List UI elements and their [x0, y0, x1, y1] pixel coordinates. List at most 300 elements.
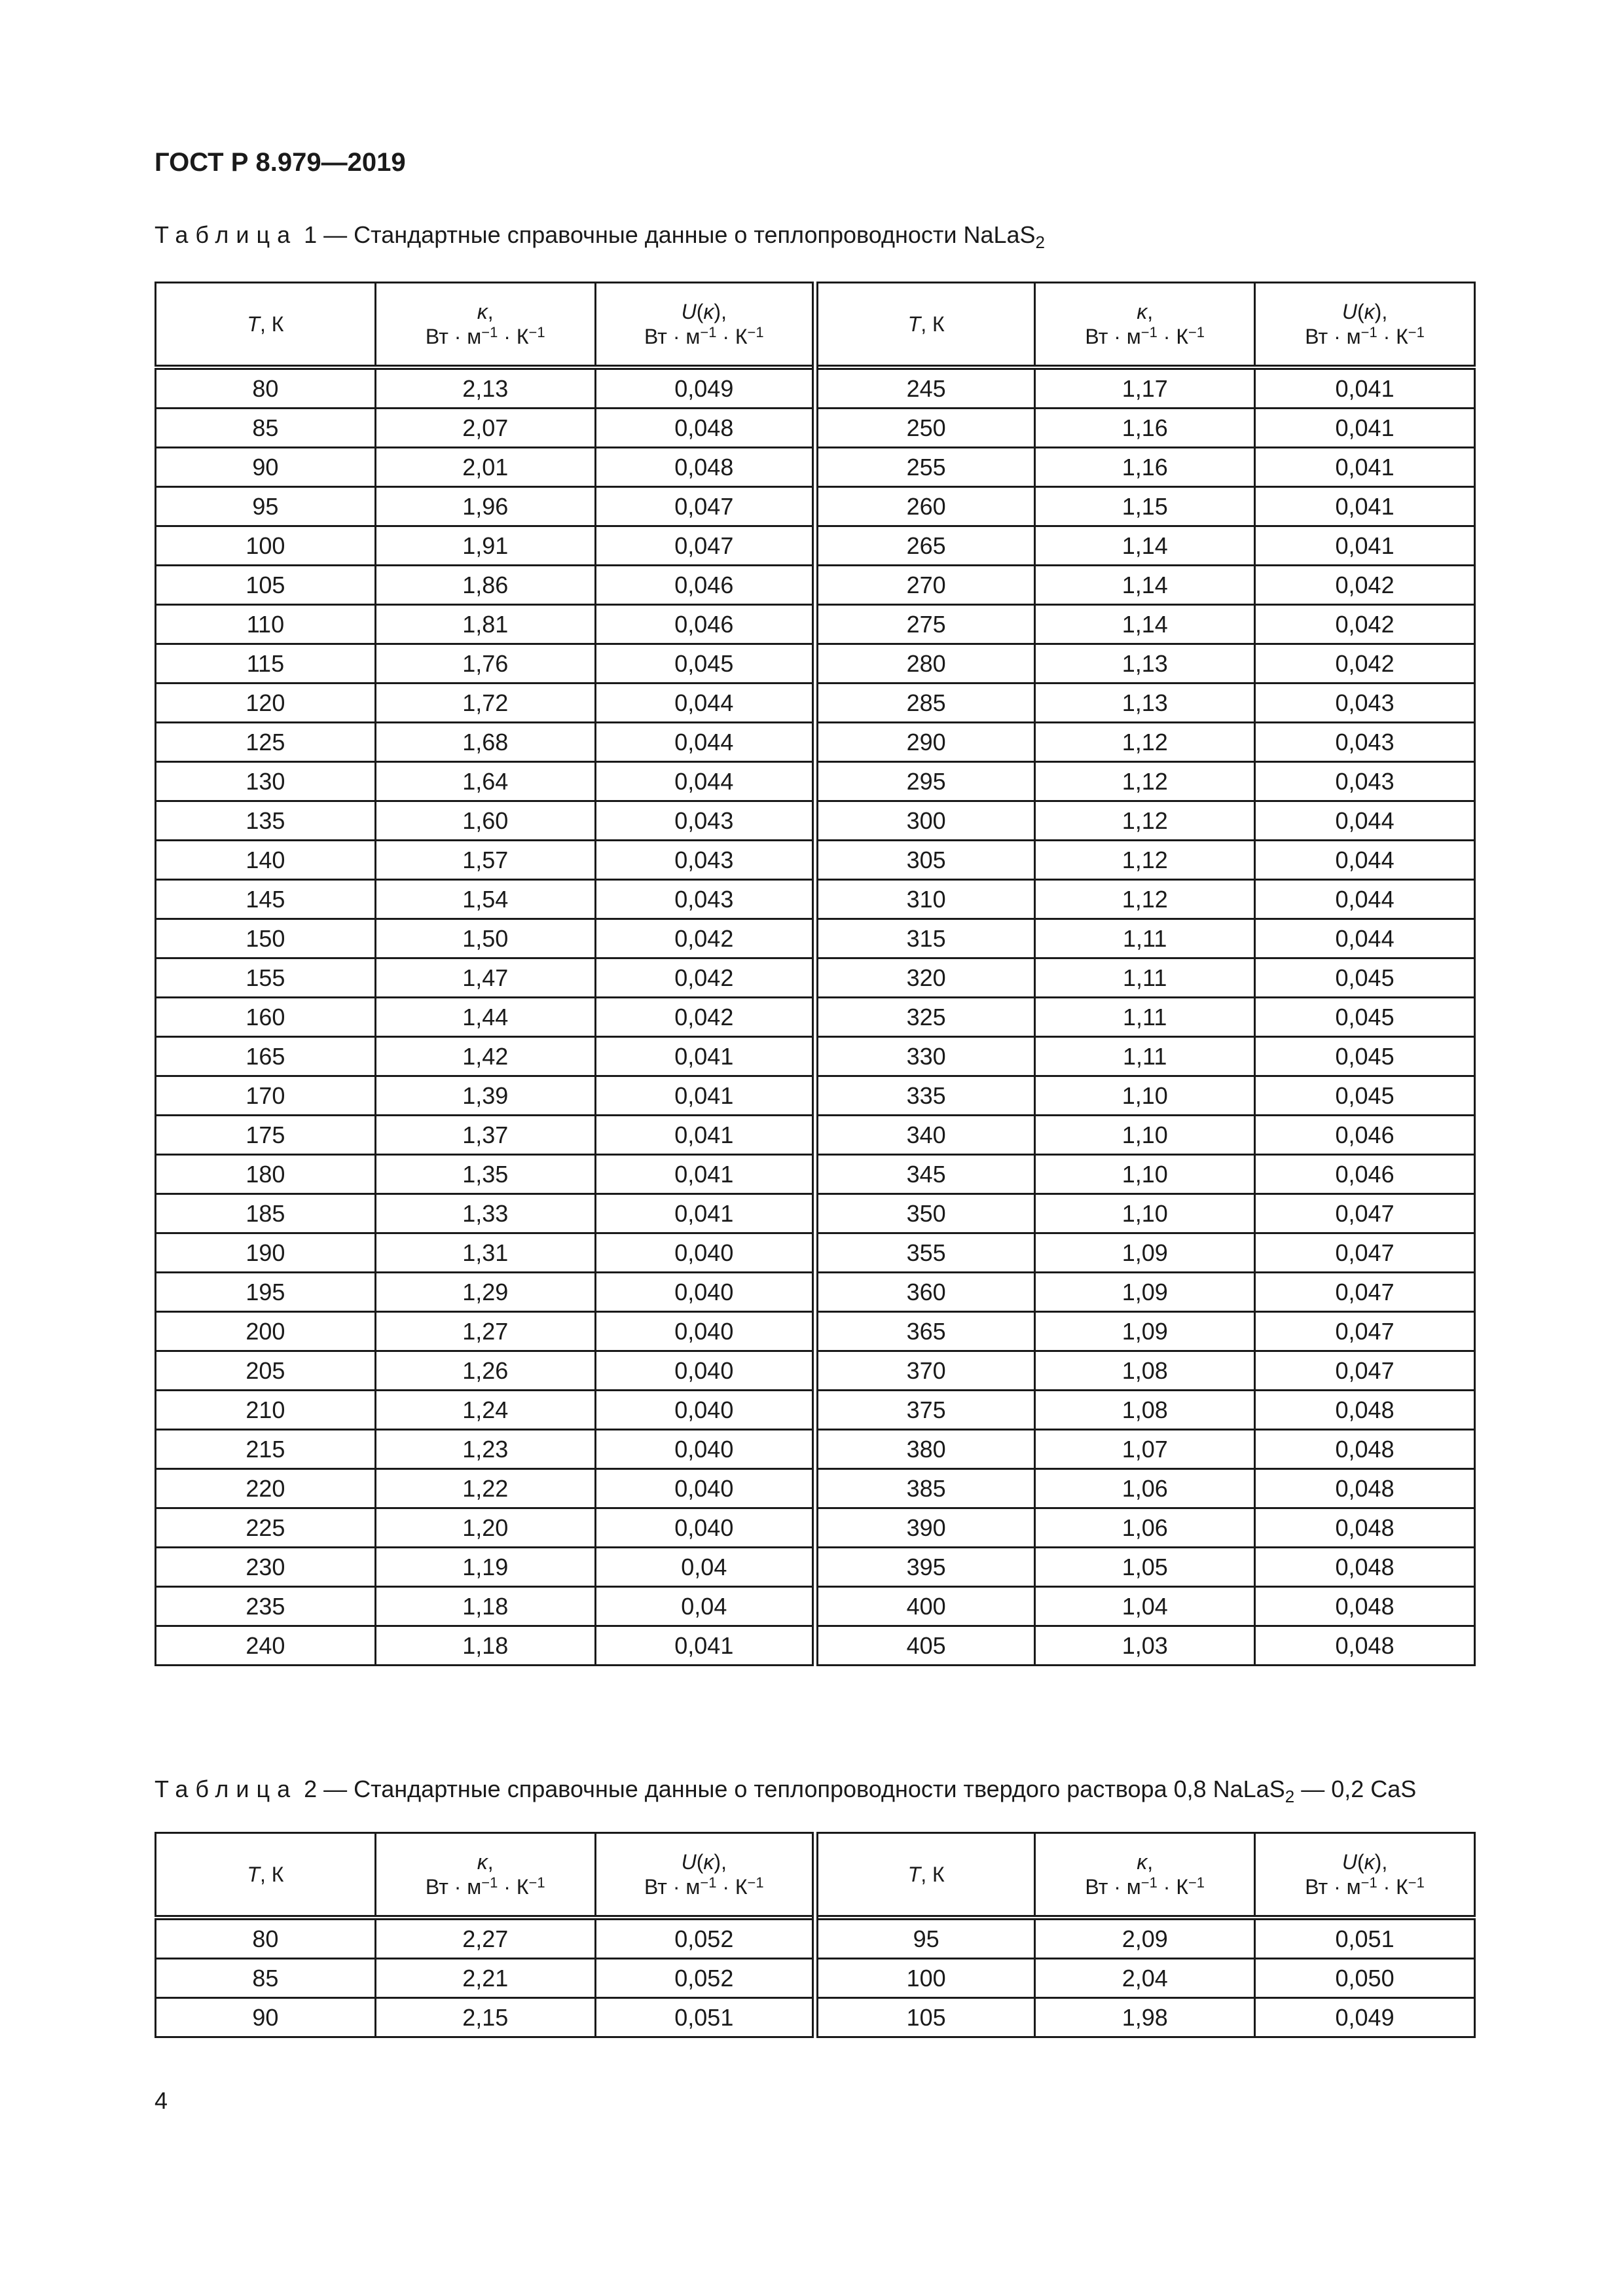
table-cell: 0,043	[595, 880, 815, 919]
table-cell: 0,043	[595, 801, 815, 841]
paren-open: (	[696, 1850, 704, 1874]
table-cell: 0,048	[595, 409, 815, 448]
table-cell: 1,42	[375, 1037, 595, 1076]
table-row	[156, 644, 1475, 683]
table-cell: 0,045	[595, 644, 815, 683]
table-cell: 0,040	[595, 1469, 815, 1508]
unit-exponent: −1	[1408, 1874, 1425, 1891]
table2-caption-text: 2 — Стандартные справочные данные о теплопроводности твердого раствора 0,8 NaLaS	[297, 1776, 1285, 1802]
unit-exponent: −1	[1188, 1874, 1205, 1891]
table-cell: 0,040	[595, 1508, 815, 1548]
table-cell: 1,06	[1035, 1469, 1255, 1508]
table-row	[156, 1626, 1475, 1666]
uncertainty-symbol: U	[681, 1850, 697, 1874]
table-cell: 1,10	[1035, 1076, 1255, 1116]
table-cell: 255	[815, 448, 1035, 487]
table-cell: 300	[815, 801, 1035, 841]
kappa-symbol: κ	[477, 300, 488, 323]
table-cell: 0,041	[595, 1076, 815, 1116]
table-cell: 1,14	[1035, 605, 1255, 644]
table-row	[156, 526, 1475, 566]
table-row	[156, 566, 1475, 605]
table-cell: 0,040	[595, 1273, 815, 1312]
table-cell: 0,048	[595, 448, 815, 487]
table-cell: 0,052	[595, 1959, 815, 1998]
table-cell: 1,57	[375, 841, 595, 880]
unit-exponent: −1	[1360, 324, 1377, 340]
table-cell: 325	[815, 998, 1035, 1037]
unit-text: · К	[716, 325, 748, 348]
table-cell: 400	[815, 1587, 1035, 1626]
table-cell: 2,13	[375, 367, 595, 409]
kappa-symbol: κ	[703, 300, 714, 323]
unit-exponent: −1	[700, 324, 717, 340]
table-cell: 2,01	[375, 448, 595, 487]
paren-close: ),	[1374, 300, 1388, 323]
table-cell: 1,27	[375, 1312, 595, 1351]
unit-exponent: −1	[747, 1874, 764, 1891]
table-cell: 115	[156, 644, 376, 683]
table-cell: 0,042	[595, 919, 815, 958]
paren-close: ),	[1374, 1850, 1388, 1874]
unit-exponent: −1	[747, 324, 764, 340]
table-cell: 1,76	[375, 644, 595, 683]
table-cell: 0,041	[595, 1116, 815, 1155]
table-row	[156, 1155, 1475, 1194]
table-cell: 285	[815, 683, 1035, 723]
table-cell: 1,17	[1035, 367, 1255, 409]
table-cell: 305	[815, 841, 1035, 880]
table-cell: 1,31	[375, 1233, 595, 1273]
table-cell: 0,042	[595, 958, 815, 998]
temperature-unit: , К	[259, 312, 284, 336]
table-cell: 260	[815, 487, 1035, 526]
unit-text: Вт · м	[1305, 1875, 1361, 1899]
table-cell: 0,041	[595, 1194, 815, 1233]
table-cell: 390	[815, 1508, 1035, 1548]
col-header-temperature	[156, 1833, 376, 1918]
header-row	[156, 1833, 1475, 1918]
table-cell: 1,23	[375, 1430, 595, 1469]
table-cell: 0,041	[595, 1037, 815, 1076]
table-cell: 0,041	[1255, 526, 1475, 566]
table-cell: 80	[156, 367, 376, 409]
table-cell: 1,91	[375, 526, 595, 566]
unit-text: Вт · м	[1305, 325, 1361, 348]
unit-text: · К	[1377, 325, 1408, 348]
table-cell: 0,048	[1255, 1548, 1475, 1587]
col-header-uncertainty	[1255, 1833, 1475, 1918]
table-cell: 1,03	[1035, 1626, 1255, 1666]
table2	[155, 1832, 1476, 2038]
temperature-symbol: T	[247, 312, 260, 336]
paren-close: ),	[714, 1850, 727, 1874]
table-cell: 0,049	[1255, 1998, 1475, 2037]
table-cell: 310	[815, 880, 1035, 919]
paren-close: ),	[714, 300, 727, 323]
table-cell: 1,18	[375, 1587, 595, 1626]
table-cell: 195	[156, 1273, 376, 1312]
table-cell: 0,040	[595, 1391, 815, 1430]
table-cell: 0,043	[595, 841, 815, 880]
table-cell: 250	[815, 409, 1035, 448]
table-row	[156, 919, 1475, 958]
table-cell: 0,045	[1255, 958, 1475, 998]
table-cell: 0,042	[1255, 605, 1475, 644]
col-header-conductivity	[1035, 1833, 1255, 1918]
table-cell: 0,040	[595, 1312, 815, 1351]
table-cell: 210	[156, 1391, 376, 1430]
unit-text: Вт · м	[425, 325, 482, 348]
kappa-comma: ,	[1147, 300, 1154, 323]
table-cell: 1,26	[375, 1351, 595, 1391]
table-row	[156, 998, 1475, 1037]
table-cell: 1,35	[375, 1155, 595, 1194]
table-cell: 0,048	[1255, 1587, 1475, 1626]
table-row	[156, 762, 1475, 801]
table-cell: 0,044	[595, 683, 815, 723]
table-cell: 270	[815, 566, 1035, 605]
table-cell: 1,11	[1035, 958, 1255, 998]
table-cell: 275	[815, 605, 1035, 644]
table-cell: 0,041	[595, 1155, 815, 1194]
table-cell: 0,046	[1255, 1155, 1475, 1194]
document-code: ГОСТ Р 8.979—2019	[155, 148, 406, 177]
table-cell: 0,042	[595, 998, 815, 1037]
kappa-symbol: κ	[477, 1850, 488, 1874]
table-cell: 0,047	[1255, 1194, 1475, 1233]
unit-text: Вт · м	[644, 325, 701, 348]
unit-exponent: −1	[481, 324, 498, 340]
col-header-uncertainty	[1255, 283, 1475, 368]
table-cell: 0,042	[1255, 644, 1475, 683]
table-cell: 2,27	[375, 1918, 595, 1959]
table-cell: 1,22	[375, 1469, 595, 1508]
table-row	[156, 605, 1475, 644]
table-cell: 0,048	[1255, 1508, 1475, 1548]
table-cell: 85	[156, 1959, 376, 1998]
table-cell: 1,72	[375, 683, 595, 723]
table-cell: 100	[815, 1959, 1035, 1998]
table-cell: 1,12	[1035, 723, 1255, 762]
table-cell: 1,47	[375, 958, 595, 998]
table-cell: 0,044	[1255, 801, 1475, 841]
table-row	[156, 1959, 1475, 1998]
table-cell: 0,050	[1255, 1959, 1475, 1998]
table-cell: 0,048	[1255, 1430, 1475, 1469]
table-cell: 0,047	[1255, 1312, 1475, 1351]
temperature-symbol: T	[907, 1863, 921, 1886]
unit-text: Вт · м	[1085, 1875, 1141, 1899]
table-cell: 1,10	[1035, 1116, 1255, 1155]
table-cell: 365	[815, 1312, 1035, 1351]
table-cell: 345	[815, 1155, 1035, 1194]
table-cell: 1,14	[1035, 566, 1255, 605]
table-row	[156, 367, 1475, 409]
table-cell: 1,08	[1035, 1351, 1255, 1391]
table-row	[156, 1430, 1475, 1469]
table-cell: 0,045	[1255, 998, 1475, 1037]
table-cell: 130	[156, 762, 376, 801]
table-row	[156, 1233, 1475, 1273]
table-cell: 230	[156, 1548, 376, 1587]
table-cell: 375	[815, 1391, 1035, 1430]
table-cell: 290	[815, 723, 1035, 762]
table-cell: 0,047	[1255, 1351, 1475, 1391]
unit-text: Вт · м	[425, 1875, 482, 1899]
unit-exponent: −1	[1188, 324, 1205, 340]
table-cell: 145	[156, 880, 376, 919]
table-cell: 340	[815, 1116, 1035, 1155]
table-cell: 1,07	[1035, 1430, 1255, 1469]
table-cell: 1,13	[1035, 683, 1255, 723]
table-cell: 335	[815, 1076, 1035, 1116]
unit-text: · К	[498, 1875, 529, 1899]
paren-open: (	[1357, 1850, 1364, 1874]
table-cell: 0,044	[595, 723, 815, 762]
kappa-symbol: κ	[1137, 300, 1148, 323]
uncertainty-symbol: U	[681, 300, 697, 323]
table-cell: 0,051	[595, 1998, 815, 2037]
table-cell: 1,16	[1035, 448, 1255, 487]
kappa-comma: ,	[1147, 1850, 1154, 1874]
table-row	[156, 880, 1475, 919]
table-cell: 235	[156, 1587, 376, 1626]
table-cell: 0,047	[595, 526, 815, 566]
table-row	[156, 409, 1475, 448]
table-cell: 170	[156, 1076, 376, 1116]
table1-caption	[155, 221, 1045, 252]
table-cell: 225	[156, 1508, 376, 1548]
col-header-conductivity	[375, 1833, 595, 1918]
table-cell: 2,21	[375, 1959, 595, 1998]
table-cell: 1,44	[375, 998, 595, 1037]
table-cell: 0,041	[1255, 409, 1475, 448]
table-cell: 1,18	[375, 1626, 595, 1666]
col-header-conductivity	[375, 283, 595, 368]
kappa-comma: ,	[487, 1850, 494, 1874]
table-cell: 190	[156, 1233, 376, 1273]
table-cell: 95	[156, 487, 376, 526]
table-cell: 295	[815, 762, 1035, 801]
table-cell: 0,044	[595, 762, 815, 801]
table-cell: 320	[815, 958, 1035, 998]
col-header-temperature	[156, 283, 376, 368]
table-cell: 0,041	[1255, 367, 1475, 409]
table-row	[156, 723, 1475, 762]
table-row	[156, 1998, 1475, 2037]
kappa-symbol: κ	[703, 1850, 714, 1874]
table-cell: 1,60	[375, 801, 595, 841]
col-header-conductivity	[1035, 283, 1255, 368]
table-cell: 135	[156, 801, 376, 841]
table-row	[156, 1076, 1475, 1116]
table2-caption-tail: — 0,2 CaS	[1294, 1776, 1417, 1802]
table-cell: 1,37	[375, 1116, 595, 1155]
table-cell: 1,10	[1035, 1155, 1255, 1194]
table-cell: 1,50	[375, 919, 595, 958]
table-row	[156, 801, 1475, 841]
table-cell: 1,05	[1035, 1548, 1255, 1587]
table-cell: 0,048	[1255, 1626, 1475, 1666]
table-row	[156, 487, 1475, 526]
unit-text: · К	[1157, 1875, 1188, 1899]
table-row	[156, 1351, 1475, 1391]
table-cell: 1,09	[1035, 1233, 1255, 1273]
table-cell: 1,04	[1035, 1587, 1255, 1626]
table-cell: 0,045	[1255, 1037, 1475, 1076]
table-cell: 1,54	[375, 880, 595, 919]
table-cell: 1,08	[1035, 1391, 1255, 1430]
table-cell: 0,043	[1255, 723, 1475, 762]
table-cell: 80	[156, 1918, 376, 1959]
kappa-symbol: κ	[1364, 300, 1375, 323]
table-cell: 0,041	[1255, 487, 1475, 526]
table-cell: 1,12	[1035, 841, 1255, 880]
table-cell: 1,10	[1035, 1194, 1255, 1233]
table-cell: 360	[815, 1273, 1035, 1312]
table-cell: 0,049	[595, 367, 815, 409]
table-cell: 1,06	[1035, 1508, 1255, 1548]
table-cell: 380	[815, 1430, 1035, 1469]
table-row	[156, 1312, 1475, 1351]
table-row	[156, 1508, 1475, 1548]
table-cell: 90	[156, 1998, 376, 2037]
table-cell: 0,041	[1255, 448, 1475, 487]
header-row	[156, 283, 1475, 368]
table1	[155, 282, 1476, 1666]
unit-exponent: −1	[528, 324, 545, 340]
table-cell: 95	[815, 1918, 1035, 1959]
table-cell: 1,20	[375, 1508, 595, 1548]
table-cell: 1,12	[1035, 880, 1255, 919]
table-row	[156, 958, 1475, 998]
table-cell: 2,15	[375, 1998, 595, 2037]
table-cell: 1,96	[375, 487, 595, 526]
table-cell: 90	[156, 448, 376, 487]
page-number: 4	[155, 2087, 168, 2114]
table-cell: 1,24	[375, 1391, 595, 1430]
table-cell: 245	[815, 367, 1035, 409]
table-cell: 280	[815, 644, 1035, 683]
table-cell: 0,048	[1255, 1469, 1475, 1508]
table-cell: 1,33	[375, 1194, 595, 1233]
table-cell: 1,19	[375, 1548, 595, 1587]
table-cell: 215	[156, 1430, 376, 1469]
table-cell: 1,68	[375, 723, 595, 762]
table-cell: 0,046	[595, 566, 815, 605]
table-cell: 0,047	[1255, 1273, 1475, 1312]
table-cell: 85	[156, 409, 376, 448]
unit-exponent: −1	[481, 1874, 498, 1891]
unit-exponent: −1	[1140, 324, 1158, 340]
table-cell: 1,64	[375, 762, 595, 801]
unit-exponent: −1	[1408, 324, 1425, 340]
unit-text: · К	[716, 1875, 748, 1899]
col-header-temperature	[815, 283, 1035, 368]
table-row	[156, 683, 1475, 723]
kappa-symbol: κ	[1364, 1850, 1375, 1874]
table-cell: 105	[815, 1998, 1035, 2037]
table-cell: 1,11	[1035, 1037, 1255, 1076]
table-cell: 0,040	[595, 1430, 815, 1469]
table-cell: 175	[156, 1116, 376, 1155]
table-cell: 220	[156, 1469, 376, 1508]
unit-text: · К	[498, 325, 529, 348]
table-cell: 1,98	[1035, 1998, 1255, 2037]
table-cell: 0,047	[1255, 1233, 1475, 1273]
table-cell: 165	[156, 1037, 376, 1076]
table-cell: 2,04	[1035, 1959, 1255, 1998]
table-row	[156, 1391, 1475, 1430]
table1-caption-text: 1 — Стандартные справочные данные о теплопроводности NaLaS	[297, 221, 1036, 248]
table-cell: 355	[815, 1233, 1035, 1273]
unit-exponent: −1	[700, 1874, 717, 1891]
table-cell: 0,042	[1255, 566, 1475, 605]
table-cell: 2,07	[375, 409, 595, 448]
kappa-comma: ,	[487, 300, 494, 323]
table-cell: 1,86	[375, 566, 595, 605]
temperature-unit: , К	[259, 1863, 284, 1886]
table-cell: 200	[156, 1312, 376, 1351]
table-cell: 125	[156, 723, 376, 762]
table-cell: 0,040	[595, 1351, 815, 1391]
table-cell: 100	[156, 526, 376, 566]
col-header-temperature	[815, 1833, 1035, 1918]
table-cell: 1,14	[1035, 526, 1255, 566]
table1-caption-label: Таблица	[155, 221, 298, 248]
unit-text: · К	[1377, 1875, 1408, 1899]
table-cell: 185	[156, 1194, 376, 1233]
table-cell: 120	[156, 683, 376, 723]
temperature-symbol: T	[907, 312, 921, 336]
table-cell: 1,09	[1035, 1312, 1255, 1351]
table-row	[156, 841, 1475, 880]
table-cell: 315	[815, 919, 1035, 958]
table-cell: 1,39	[375, 1076, 595, 1116]
table-row	[156, 1116, 1475, 1155]
table-cell: 0,04	[595, 1548, 815, 1587]
table-cell: 0,040	[595, 1233, 815, 1273]
table-cell: 1,12	[1035, 801, 1255, 841]
table-row	[156, 1037, 1475, 1076]
table-cell: 0,045	[1255, 1076, 1475, 1116]
table-cell: 0,041	[595, 1626, 815, 1666]
table-cell: 180	[156, 1155, 376, 1194]
table-cell: 0,043	[1255, 683, 1475, 723]
col-header-uncertainty	[595, 283, 815, 368]
table-cell: 160	[156, 998, 376, 1037]
table-cell: 1,11	[1035, 919, 1255, 958]
unit-text: Вт · м	[1085, 325, 1141, 348]
table-row	[156, 1194, 1475, 1233]
table-cell: 0,052	[595, 1918, 815, 1959]
table1-caption-subscript: 2	[1035, 232, 1045, 252]
table-cell: 240	[156, 1626, 376, 1666]
unit-exponent: −1	[1360, 1874, 1377, 1891]
table-row	[156, 1273, 1475, 1312]
table-cell: 0,04	[595, 1587, 815, 1626]
table-cell: 105	[156, 566, 376, 605]
temperature-unit: , К	[921, 312, 945, 336]
table-cell: 350	[815, 1194, 1035, 1233]
table-cell: 1,15	[1035, 487, 1255, 526]
table-cell: 0,044	[1255, 880, 1475, 919]
temperature-unit: , К	[921, 1863, 945, 1886]
unit-text: Вт · м	[644, 1875, 701, 1899]
table-cell: 1,12	[1035, 762, 1255, 801]
table-cell: 265	[815, 526, 1035, 566]
